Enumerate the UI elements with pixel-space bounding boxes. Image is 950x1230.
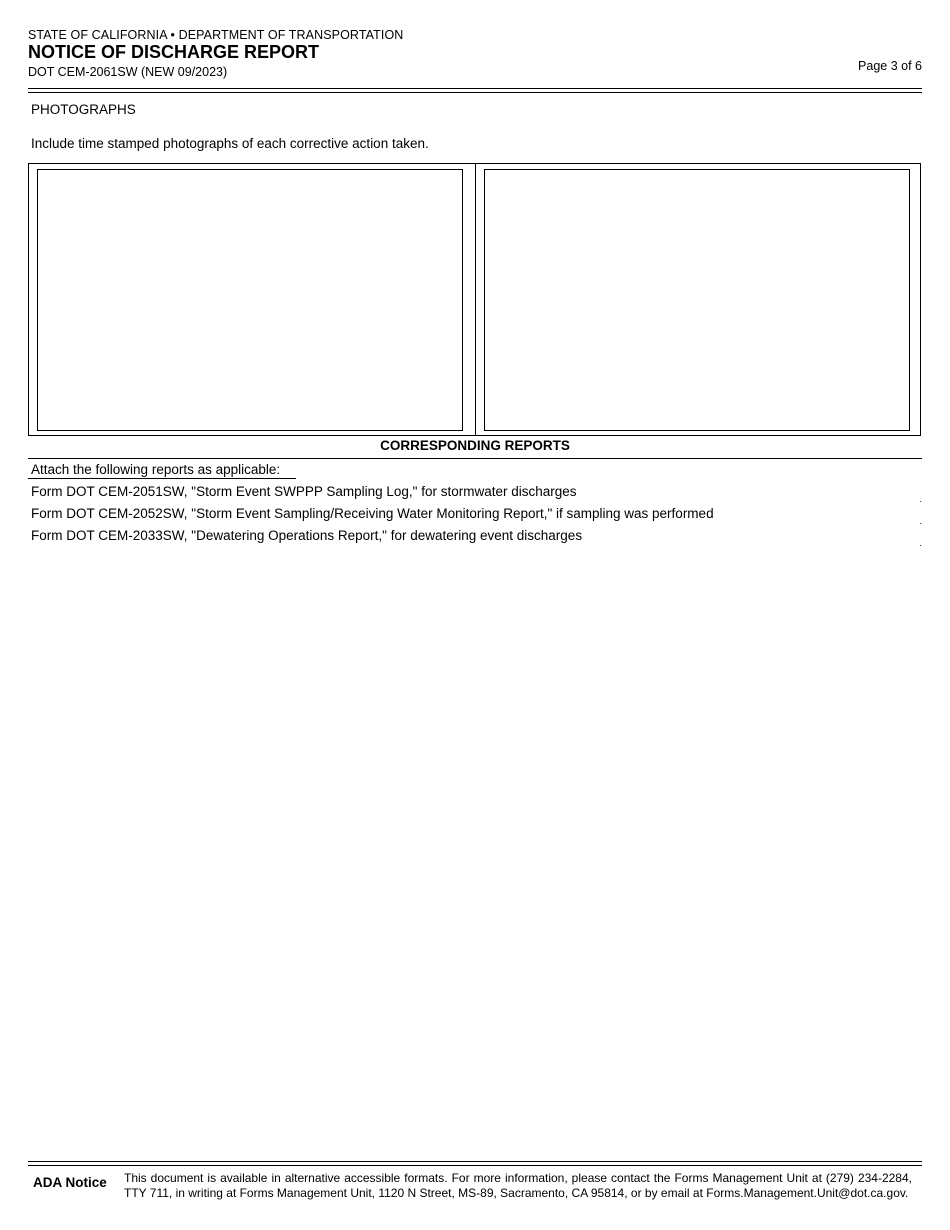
- report-item-cem-2033sw: Form DOT CEM-2033SW, "Dewatering Operations Report," for dewatering event discharges: [31, 528, 583, 543]
- report-item-cem-2051sw: Form DOT CEM-2051SW, "Storm Event SWPPP Sampling Log," for stormwater discharges: [31, 484, 577, 499]
- header-rule-bottom: [28, 92, 922, 93]
- header-rule-top: [28, 88, 922, 89]
- photographs-instructions: Include time stamped photographs of each corrective action taken.: [31, 136, 429, 151]
- report-item-marker-3: .: [919, 538, 922, 548]
- footer-rule-bottom: [28, 1165, 922, 1166]
- photographs-label: PHOTOGRAPHS: [31, 102, 136, 117]
- report-item-marker-1: .: [919, 494, 922, 504]
- corresponding-reports-heading: CORRESPONDING REPORTS: [380, 438, 570, 453]
- attach-reports-label: Attach the following reports as applicable:: [31, 462, 281, 477]
- form-title: NOTICE OF DISCHARGE REPORT: [28, 42, 320, 62]
- ada-notice-label: ADA Notice: [33, 1175, 107, 1190]
- footer-rule-top: [28, 1161, 922, 1162]
- photo-upload-field-2[interactable]: [484, 169, 910, 431]
- report-item-marker-2: .: [919, 516, 922, 526]
- photo-upload-field-1[interactable]: [37, 169, 463, 431]
- report-item-cem-2052sw: Form DOT CEM-2052SW, "Storm Event Sampling/Receiving Water Monitoring Report," if sampling was performed: [31, 506, 714, 521]
- photographs-column-divider: [475, 163, 476, 436]
- attach-label-underline: [28, 478, 296, 479]
- reports-heading-rule: [28, 458, 922, 459]
- form-number: DOT CEM-2061SW (NEW 09/2023): [28, 65, 228, 79]
- ada-notice-text: This document is available in alternative accessible formats. For more information, please contact the Forms Management Unit at (279) 234-2284, TTY 711, in writing at Forms Management Unit, 1120 N Street, MS-89, Sacramento, CA 95814, or by email at Forms.Management.Unit@dot.ca.gov.: [124, 1171, 912, 1200]
- agency-line: STATE OF CALIFORNIA • DEPARTMENT OF TRANSPORTATION: [28, 28, 404, 42]
- page-number: Page 3 of 6: [858, 59, 922, 73]
